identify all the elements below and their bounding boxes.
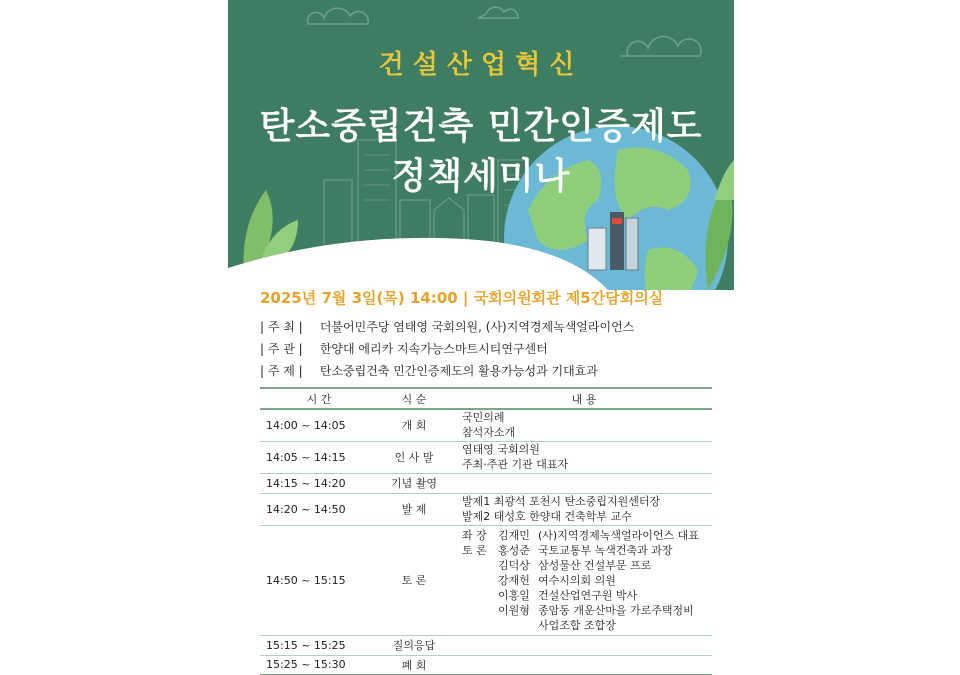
row-time: 14:20 ~ 14:50 [260,493,372,525]
info-host-value: 더불어민주당 염태영 국회의원, (사)지역경제녹색얼라이언스 [319,320,635,334]
panel-org: 사업조합 조합장 [538,618,616,632]
table-row [260,473,712,493]
row-time: 14:50 ~ 15:15 [260,525,372,635]
info-organizer-label: | 주 관 | [260,342,303,356]
row-time: 14:15 ~ 14:20 [260,473,372,493]
table-row [260,525,712,635]
content-line: 주최·주관 기관 대표자 [462,458,569,471]
header-banner [228,0,734,290]
content-line: 염태영 국회의원 [462,443,540,456]
seminar-poster [228,0,734,675]
row-item: 토 론 [372,525,456,635]
panel-name: 이원형 [498,603,530,617]
panel-org: 국토교통부 녹색건축과 과장 [538,543,673,557]
panel-org: 건설산업연구원 박사 [538,588,638,602]
info-organizer [260,340,548,357]
row-item: 인 사 말 [372,441,456,473]
panel-name: 김재민 [498,528,530,542]
panel-role [462,618,498,633]
row-item: 질의응답 [372,635,456,655]
panel-role [462,588,498,603]
panel-name: 김덕상 [498,558,530,572]
header-time: 시 간 [260,388,372,409]
panel-role: 좌 장 [462,528,487,542]
banner-subtitle: 건설산업혁신 [378,50,584,80]
content-line: 국민의례 [462,411,505,425]
info-topic-value: 탄소중립건축 민간인증제도의 활용가능성과 기대효과 [319,364,598,378]
panel-name: 강재헌 [498,573,530,587]
banner-title-line2: 정책세미나 [391,156,571,197]
row-time: 15:15 ~ 15:25 [260,635,372,655]
info-host-label: | 주 최 | [260,320,303,334]
panel-org: 여수시의회 의원 [538,573,616,587]
info-topic [260,362,598,379]
info-host [260,318,634,335]
panel-role: 토 론 [462,543,487,557]
content-line: 발제1 최광석 포천시 탄소중립지원센터장 [462,495,661,508]
panel-name [498,618,538,633]
info-organizer-value: 한양대 에리카 지속가능스마트시티연구센터 [319,342,548,356]
row-item: 기념 촬영 [372,473,456,493]
discussion-panel [462,528,712,633]
header-content: 내 용 [456,388,712,409]
panel-org: (사)지역경제녹색얼라이언스 대표 [538,528,699,542]
content-line: 발제2 태성호 한양대 건축학부 교수 [462,510,632,523]
header-item: 식 순 [372,388,456,409]
content-line: 참석자소개 [462,426,516,440]
table-row [260,441,712,473]
row-item: 개 회 [372,409,456,441]
row-content [456,655,712,675]
row-content [456,525,712,635]
panel-org: 삼성물산 건설부문 프로 [538,558,652,572]
table-row [260,493,712,525]
row-content [456,473,712,493]
row-time: 14:05 ~ 14:15 [260,441,372,473]
table-row [260,655,712,675]
panel-role [462,558,498,573]
panel-name: 이홍일 [498,588,530,602]
row-time: 14:00 ~ 14:05 [260,409,372,441]
row-item: 폐 회 [372,655,456,675]
info-topic-label: | 주 제 | [260,364,303,378]
schedule-table [260,387,712,675]
panel-role [462,603,498,618]
row-content [456,493,712,525]
banner-title-line1: 탄소중립건축 민간인증제도 [259,106,703,147]
row-content [456,409,712,441]
schedule-header-row [260,388,712,409]
table-row [260,635,712,655]
panel-name: 홍성준 [498,543,530,557]
table-row [260,409,712,441]
row-content [456,635,712,655]
event-date-location: 2025년 7월 3일(목) 14:00 | 국회의원회관 제5간담회의실 [260,289,664,307]
row-time: 15:25 ~ 15:30 [260,655,372,675]
panel-role [462,573,498,588]
row-item: 발 제 [372,493,456,525]
row-content [456,441,712,473]
panel-org: 종암동 개운산마을 가로주택정비 [538,603,694,617]
